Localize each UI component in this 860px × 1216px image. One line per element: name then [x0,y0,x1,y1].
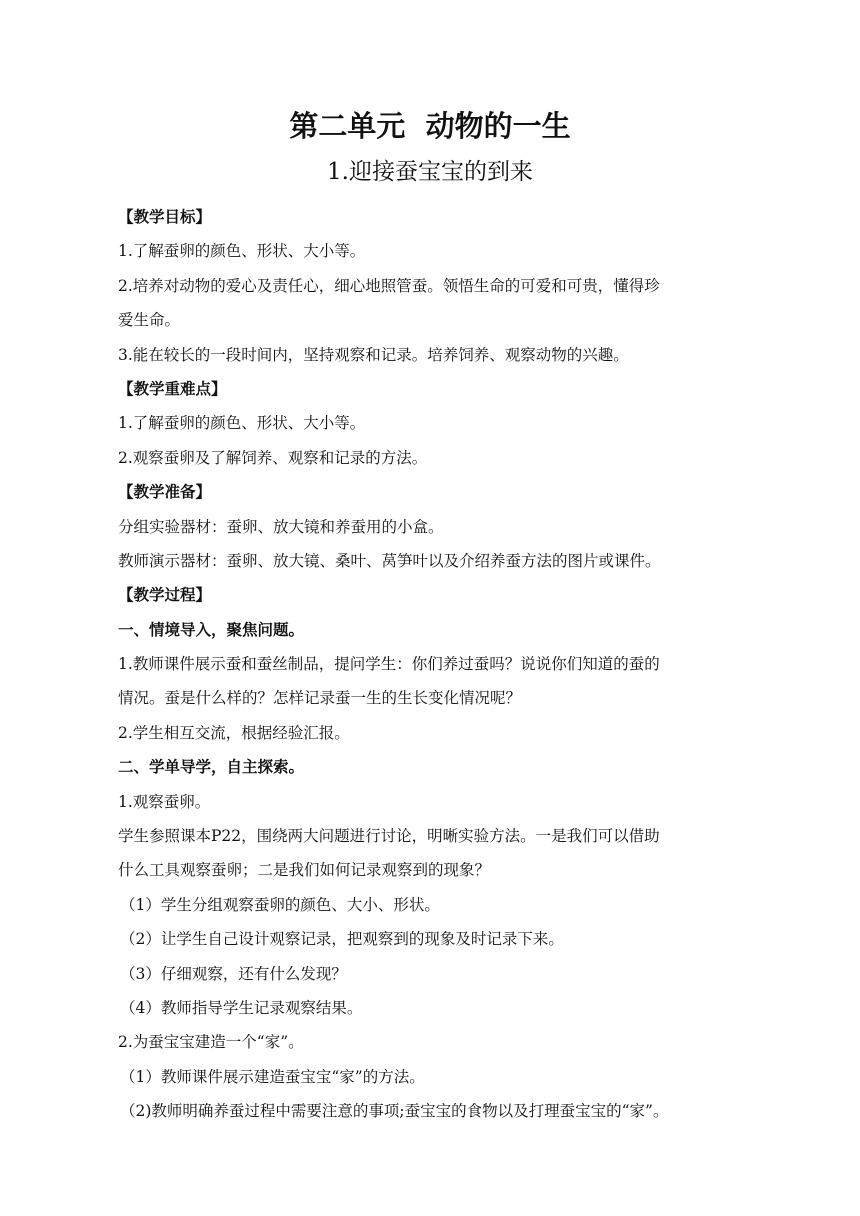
section-heading: 【教学准备】 [118,483,212,502]
paragraph-line: 3.能在较长的一段时间内，坚持观察和记录。培养饲养、观察动物的兴趣。 [118,345,629,364]
paragraph-line: （1）学生分组观察蚕卵的颜色、大小、形状。 [120,895,440,914]
paragraph-line: 2.培养对动物的爱心及责任心，细心地照管蚕。领悟生命的可爱和可贵，懂得珍 [118,276,660,295]
paragraph-line: 教师演示器材：蚕卵、放大镜、桑叶、莴笋叶以及介绍养蚕方法的图片或课件。 [118,551,661,570]
paragraph-line: （1）教师课件展示建造蚕宝宝“家”的方法。 [120,1067,425,1086]
paragraph-line: 1.了解蚕卵的颜色、形状、大小等。 [118,242,366,261]
paragraph-line: （4）教师指导学生记录观察结果。 [120,998,363,1017]
section-heading: 【教学目标】 [118,208,212,226]
paragraph-line: 分组实验器材：蚕卵、放大镜和养蚕用的小盒。 [118,517,444,536]
section-heading: 【教学重难点】 [118,379,227,398]
section-heading: 一、情境导入，聚焦问题。 [118,620,305,639]
document-subtitle: 1.迎接蚕宝宝的到来 [327,159,533,185]
paragraph-line: 1.教师课件展示蚕和蚕丝制品，提问学生：你们养过蚕吗？说说你们知道的蚕的 [118,655,660,674]
section-heading: 【教学过程】 [118,586,212,605]
paragraph-line: 2.学生相互交流，根据经验汇报。 [118,723,350,742]
paragraph-line: 学生参照课本P22，围绕两大问题进行讨论，明晰实验方法。一是我们可以借助 [118,827,660,846]
paragraph-line: 2.为蚕宝宝建造一个“家”。 [118,1033,304,1052]
document-body [118,200,746,1129]
section-heading: 二、学单导学，自主探索。 [118,758,305,777]
paragraph-line: 1.了解蚕卵的颜色、形状、大小等。 [118,414,366,433]
paragraph-line: 爱生命。 [118,311,181,330]
paragraph-line: 2.观察蚕卵及了解饲养、观察和记录的方法。 [118,448,428,467]
paragraph-line: 1.观察蚕卵。 [118,792,211,811]
paragraph-line: 情况。蚕是什么样的？怎样记录蚕一生的生长变化情况呢？ [118,689,522,708]
paragraph-line: （2)教师明确养蚕过程中需要注意的事项;蚕宝宝的食物以及打理蚕宝宝的“家”。 [120,1102,669,1121]
paragraph-line: 什么工具观察蚕卵；二是我们如何记录观察到的现象？ [118,861,491,880]
paragraph-line: （3）仔细观察，还有什么发现？ [120,964,347,983]
document-title: 第二单元 动物的一生 [289,109,571,143]
paragraph-line: （2）让学生自己设计观察记录，把观察到的现象及时记录下来。 [120,930,564,949]
